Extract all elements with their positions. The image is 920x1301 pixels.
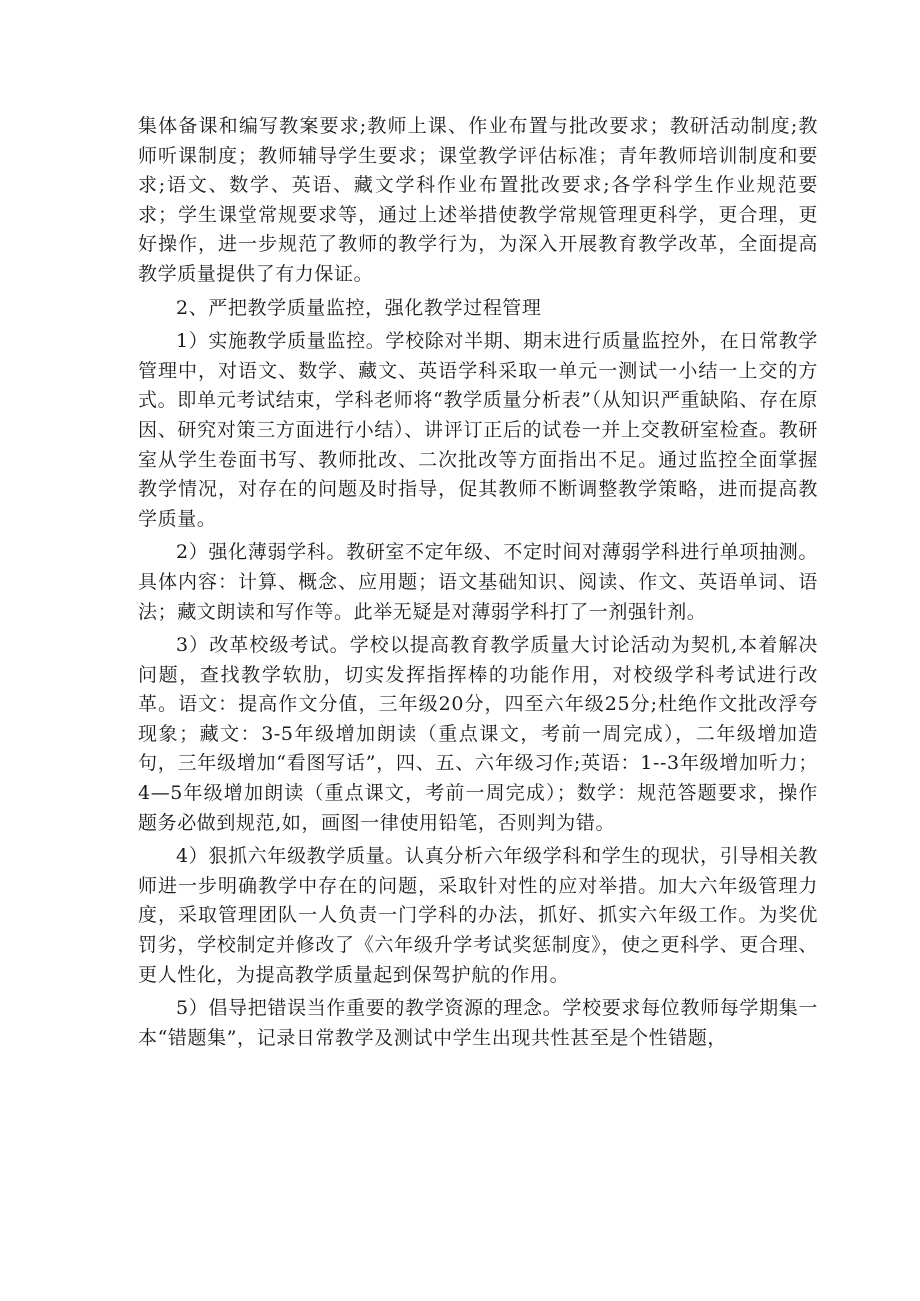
paragraph-teaching-rules: 集体备课和编写教案要求;教师上课、作业布置与批改要求；教研活动制度;教师听课制度；教师辅导学生要求；课堂教学评估标准；青年教师培训制度和要求;语文、数学、英语、藏文学科作业布置批改要求;各学科学生作业规范要求；学生课堂常规要求等，通过上述举措使教学常规管理更科学，更合理，更好操作，进一步规范了教师的教学行为，为深入开展教育教学改革，全面提高教学质量提供了有力保证。 — [138, 115, 818, 285]
section-heading-quality-monitoring: 2、严把教学质量监控，强化教学过程管理 — [176, 296, 542, 319]
paragraph-error-resources: 5）倡导把错误当作重要的教学资源的理念。学校要求每位教师每学期集一本“错题集”，记录日常教学及测试中学生出现共性甚至是个性错题， — [138, 997, 818, 1049]
paragraph-exam-reform: 3）改革校级考试。学校以提高教育教学质量大讨论活动为契机,本着解决问题，查找教学软肋，切实发挥指挥棒的功能作用，对校级学科考试进行改革。语文：提高作文分值，三年级20分，四至六年级25分;杜绝作文批改浮夸现象；藏文：3-5年级增加朗读（重点课文，考前一周完成），二年级增加造句，三年级增加“看图写话”，四、五、六年级习作;英语：1--3年级增加听力；4—5年级增加朗读（重点课文，考前一周完成）；数学：规范答题要求，操作题务必做到规范,如，画图一律使用铅笔，否则判为错。 — [138, 634, 818, 834]
paragraph-grade-six-quality: 4）狠抓六年级教学质量。认真分析六年级学科和学生的现状，引导相关教师进一步明确教学中存在的问题，采取针对性的应对举措。加大六年级管理力度，采取管理团队一人负责一门学科的办法，抓好、抓实六年级工作。为奖优罚劣，学校制定并修改了《六年级升学考试奖惩制度》，使之更科学、更合理、更人性化，为提高教学质量起到保驾护航的作用。 — [138, 845, 818, 986]
document-page — [138, 112, 818, 1053]
paragraph-weak-subjects: 2）强化薄弱学科。教研室不定年级、不定时间对薄弱学科进行单项抽测。具体内容：计算、概念、应用题；语文基础知识、阅读、作文、英语单词、语法；藏文朗读和写作等。此举无疑是对薄弱学科打了一剂强针剂。 — [138, 541, 818, 623]
paragraph-quality-monitoring: 1）实施教学质量监控。学校除对半期、期末进行质量监控外，在日常教学管理中，对语文、数学、藏文、英语学科采取一单元一测试一小结一上交的方式。即单元考试结束，学科老师将“教学质量分析表”（从知识严重缺陷、存在原因、研究对策三方面进行小结）、讲评订正后的试卷一并上交教研室检查。教研室从学生卷面书写、教师批改、二次批改等方面指出不足。通过监控全面掌握教学情况，对存在的问题及时指导，促其教师不断调整教学策略，进而提高教学质量。 — [138, 330, 818, 530]
